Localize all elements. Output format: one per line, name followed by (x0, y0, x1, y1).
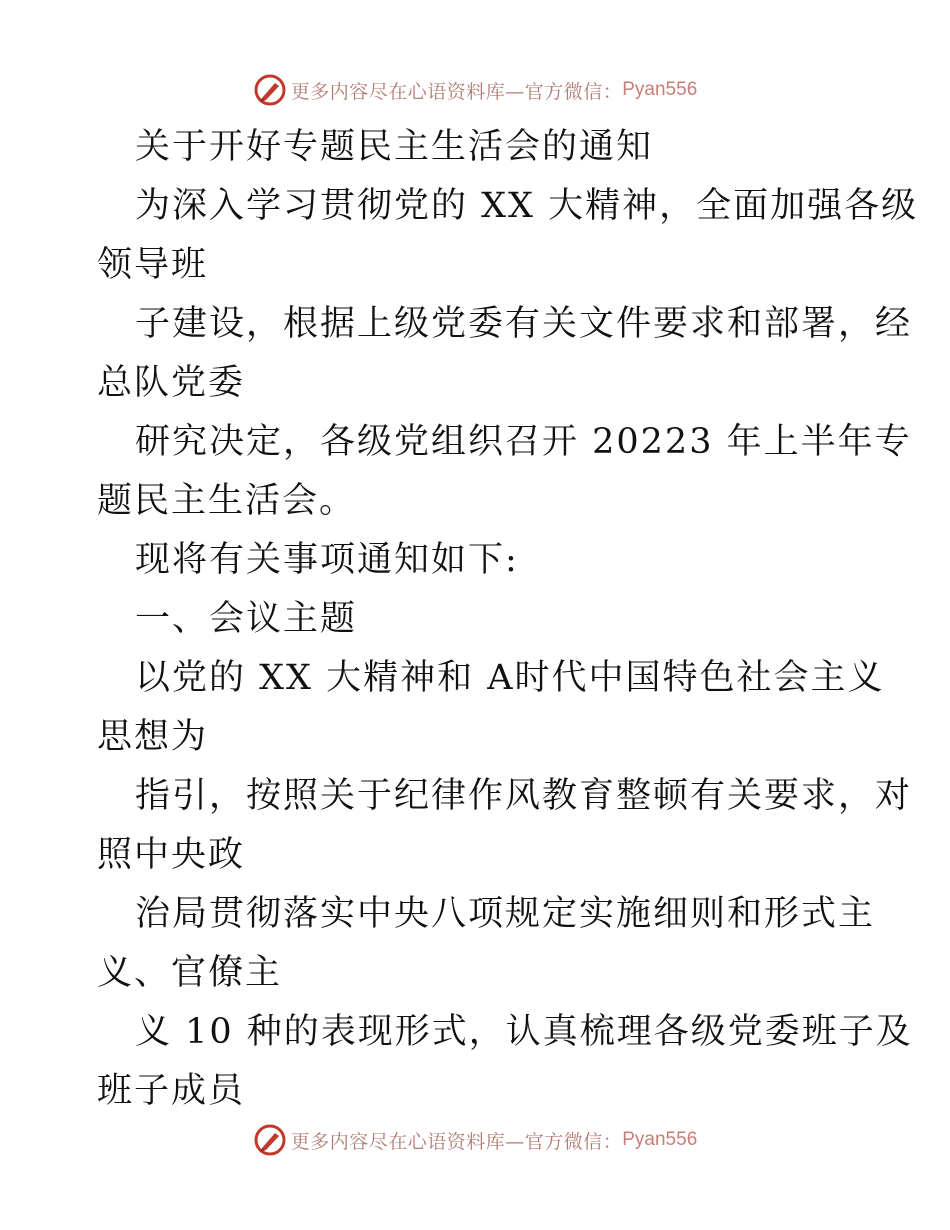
banner-text: 更多内容尽在心语资料库—官方微信： (290, 80, 623, 103)
footer-banner (0, 1120, 950, 1160)
document-line: 义、官僚主 (97, 953, 283, 993)
document-line: 关于开好专题民主生活会的通知 (135, 127, 654, 167)
document-line: 治局贯彻落实中央八项规定实施细则和形式主 (135, 894, 876, 934)
document-line: 总队党委 (97, 363, 246, 403)
document-line: 照中央政 (97, 835, 246, 875)
document-line: 题民主生活会。 (97, 481, 357, 521)
document-line: 研究决定，各级党组织召开 20223 年上半年专 (135, 422, 912, 462)
banner-wechat-id: Pyan556 (622, 1129, 698, 1150)
document-body (97, 118, 919, 1121)
pen-logo-icon (253, 73, 287, 107)
document-line: 领导班 (97, 245, 209, 285)
pen-logo-icon (253, 1123, 287, 1157)
banner-text: 更多内容尽在心语资料库—官方微信： (290, 1130, 623, 1153)
document-line: 以党的 XX 大精神和 A时代中国特色社会主义 (135, 658, 885, 698)
document-line: 义 10 种的表现形式，认真梳理各级党委班子及 (135, 1012, 913, 1052)
banner-wechat-id: Pyan556 (622, 79, 698, 100)
document-line: 班子成员 (97, 1071, 246, 1111)
document-line: 一、会议主题 (135, 599, 358, 639)
header-banner (0, 70, 950, 110)
document-line: 为深入学习贯彻党的 XX 大精神，全面加强各级 (135, 186, 919, 226)
document-line: 指引，按照关于纪律作风教育整顿有关要求，对 (135, 776, 913, 816)
document-line: 现将有关事项通知如下: (135, 540, 519, 580)
document-line: 思想为 (97, 717, 209, 757)
document-line: 子建设，根据上级党委有关文件要求和部署，经 (135, 304, 913, 344)
